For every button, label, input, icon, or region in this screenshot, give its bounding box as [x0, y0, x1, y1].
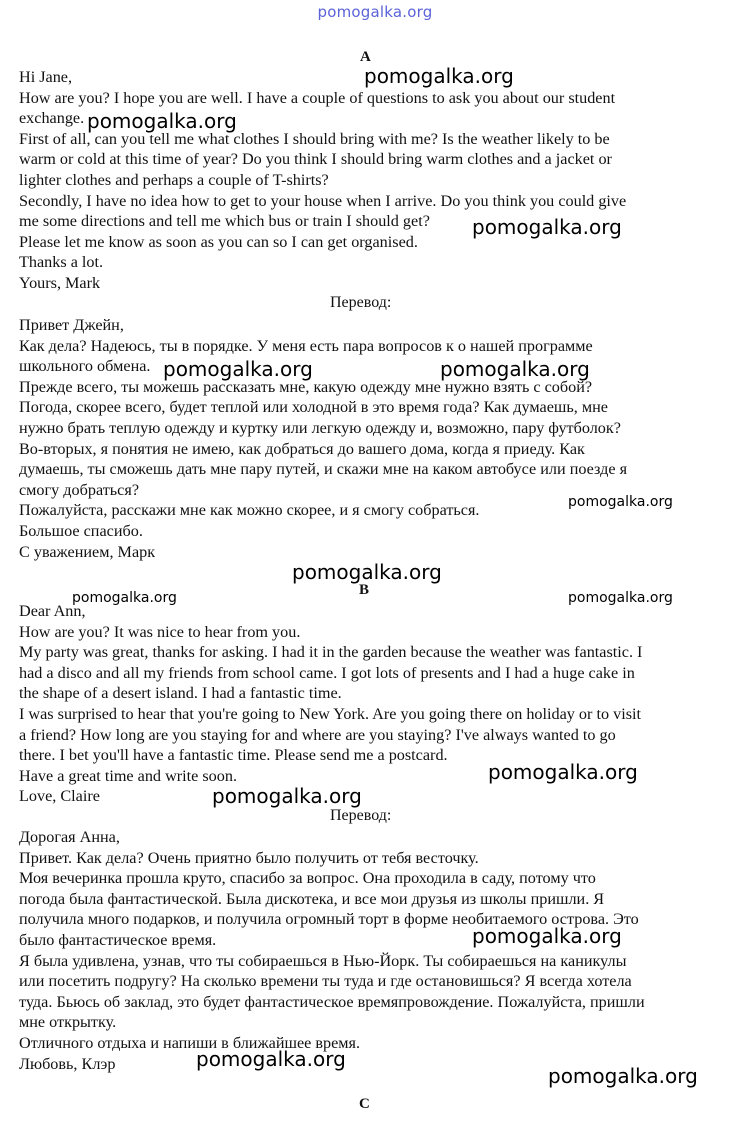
translation-line: школьного обмена. — [19, 357, 151, 376]
letter-line: the shape of a desert island. I had a fantastic time. — [19, 684, 342, 703]
letter-line: lighter clothes and perhaps a couple of T-shirts? — [19, 170, 329, 189]
letter-line: had a disco and all my friends from school came. I got lots of presents and I had a huge cake in — [19, 663, 635, 682]
letter-line: I was surprised to hear that you're going to New York. Are you going there on holiday or to visit — [19, 704, 641, 723]
watermark: pomogalka.org — [364, 64, 514, 88]
letter-line: Thanks a lot. — [19, 253, 104, 272]
letter-line: Love, Claire — [19, 787, 100, 806]
translation-line: С уважением, Марк — [19, 542, 156, 561]
section-c-heading: C — [359, 1096, 370, 1112]
letter-line: there. I bet you'll have a fantastic time. Please send me a postcard. — [19, 746, 448, 765]
letter-line: How are you? I hope you are well. I have a couple of questions to ask you about our student — [19, 88, 616, 107]
translation-line: мне открытку. — [19, 1013, 117, 1032]
letter-line: exchange. — [19, 109, 85, 128]
translation-label: Перевод: — [330, 807, 392, 824]
letter-line: me some directions and tell me which bus or train I should get? — [19, 212, 430, 231]
translation-line: было фантастическое время. — [19, 930, 217, 949]
watermark: pomogalka.org — [440, 357, 590, 381]
translation-line: туда. Бьюсь об заклад, это будет фантастическое времяпровождение. Пожалуйста, пришли — [19, 992, 645, 1011]
translation-line: Дорогая Анна, — [19, 828, 120, 846]
translation-line: Во-вторых, я понятия не имею, как добраться до вашего дома, когда я приеду. Как — [19, 439, 585, 458]
translation-line: Я была удивлена, узнав, что ты собираешься в Нью-Йорк. Ты собираешься на каникулы — [19, 951, 627, 970]
letter-line: Hi Jane, — [19, 68, 73, 86]
translation-line: нужно брать теплую одежду и куртку или легкую одежду и, возможно, пару футболок? — [19, 418, 621, 437]
translation-line: Отличного отдыха и напиши в ближайшее время. — [19, 1033, 361, 1052]
translation-line: Привет. Как дела? Очень приятно было получить от тебя весточку. — [19, 848, 479, 867]
letter-line: a friend? How long are you staying for and where are you staying? I've always wanted to go — [19, 725, 616, 744]
watermark: pomogalka.org — [163, 357, 313, 381]
translation-label: Перевод: — [330, 294, 392, 311]
watermark: pomogalka.org — [472, 924, 622, 948]
letter-line: First of all, can you tell me what clothes I should bring with me? Is the weather likely to be — [19, 129, 610, 148]
watermark: pomogalka.org — [87, 109, 237, 133]
letter-line: Yours, Mark — [19, 273, 101, 292]
letter-line: Have a great time and write soon. — [19, 766, 238, 785]
watermark: pomogalka.org — [548, 1064, 698, 1088]
watermark: pomogalka.org — [488, 760, 638, 784]
translation-line: Пожалуйста, расскажи мне как можно скорее, и я смогу собраться. — [19, 501, 480, 520]
translation-line: Большое спасибо. — [19, 521, 143, 540]
watermark: pomogalka.org — [568, 494, 673, 510]
letter-line: Secondly, I have no idea how to get to your house when I arrive. Do you think you could give — [19, 191, 627, 210]
translation-line: Прежде всего, ты можешь рассказать мне, какую одежду мне нужно взять с собой? — [19, 377, 593, 396]
translation-line: получила много подарков, и получила огромный торт в форме необитаемого острова. Это — [19, 910, 639, 929]
letter-line: My party was great, thanks for asking. I had it in the garden because the weather was fantastic. I — [19, 643, 643, 662]
section-b-heading: B — [359, 582, 370, 598]
translation-line: Погода, скорее всего, будет теплой или холодной в это время года? Как думаешь, мне — [19, 398, 608, 417]
watermark: pomogalka.org — [72, 590, 177, 606]
section-b-translation — [19, 827, 719, 1074]
section-a-translation — [19, 315, 719, 562]
translation-line: Привет Джейн, — [19, 316, 124, 334]
translation-line: Любовь, Клэр — [19, 1054, 116, 1073]
translation-line: погода была фантастической. Была дискотека, и все мои друзья из школы пришли. Я — [19, 889, 605, 908]
letter-line: Please let me know as soon as you can so I can get organised. — [19, 232, 418, 251]
letter-line: Dear Ann, — [19, 602, 86, 620]
watermark: pomogalka.org — [212, 784, 362, 808]
section-a-letter — [19, 67, 719, 294]
site-link[interactable]: pomogalka.org — [317, 3, 433, 21]
section-a-heading: A — [360, 49, 371, 65]
translation-line: Как дела? Надеюсь, ты в порядке. У меня есть пара вопросов к о нашей программе — [19, 336, 593, 355]
watermark: pomogalka.org — [292, 560, 442, 584]
letter-line: How are you? It was nice to hear from you. — [19, 622, 301, 641]
translation-line: Моя вечеринка прошла круто, спасибо за вопрос. Она проходила в саду, потому что — [19, 869, 596, 888]
watermark: pomogalka.org — [568, 590, 673, 606]
letter-line: warm or cold at this time of year? Do you think I should bring warm clothes and a jacket or — [19, 150, 612, 169]
translation-line: думаешь, ты сможешь дать мне пару путей, и скажи мне на каком автобусе или поезде я — [19, 460, 628, 479]
translation-line: или посетить подругу? На сколько времени ты туда и где остановишься? Я всегда хотела — [19, 972, 632, 991]
watermark: pomogalka.org — [196, 1047, 346, 1071]
translation-line: смогу добраться? — [19, 480, 139, 499]
watermark: pomogalka.org — [472, 215, 622, 239]
